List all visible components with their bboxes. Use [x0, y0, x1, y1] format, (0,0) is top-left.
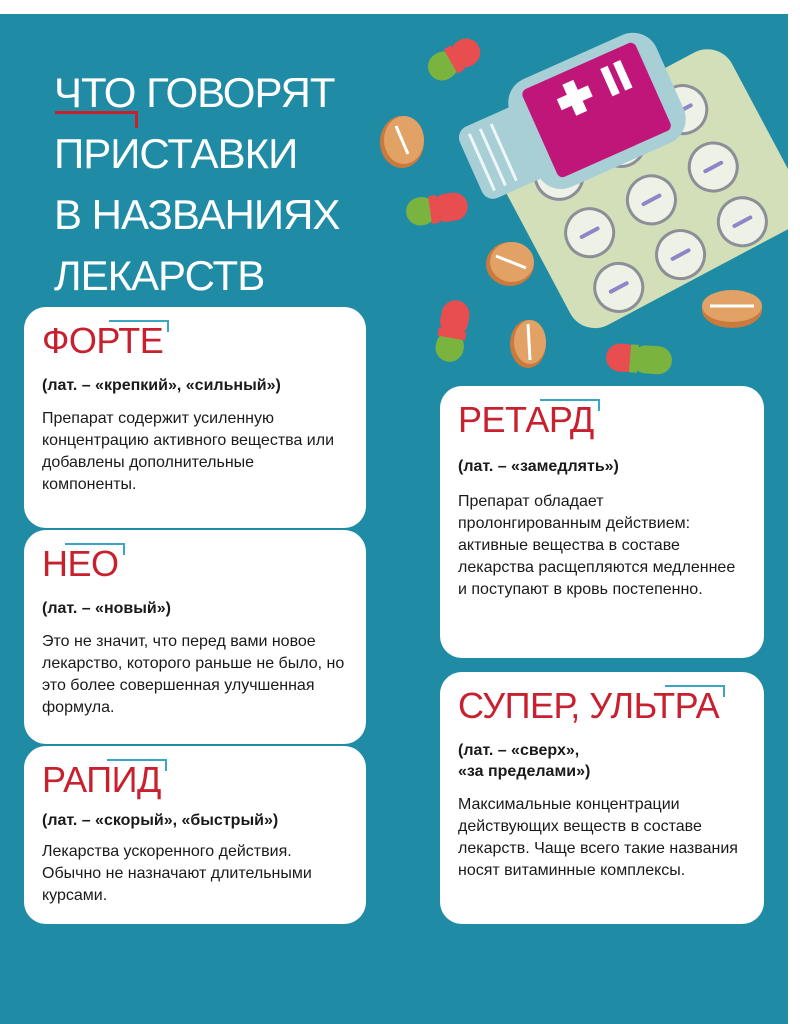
capsule-icon [605, 343, 673, 376]
latin-meaning: (лат. – «крепкий», «сильный») [42, 377, 281, 394]
title-accent-bracket [55, 111, 138, 128]
card-rapid [24, 746, 366, 924]
title-line-4: ЛЕКАРСТВ [54, 252, 265, 299]
heading-text: ФОРТЕ [42, 320, 164, 361]
card-heading [42, 758, 161, 802]
card-super-ultra [440, 672, 764, 924]
tablet-icon [486, 242, 534, 286]
card-heading [42, 542, 119, 586]
title-line-3: В НАЗВАНИЯХ [54, 191, 340, 238]
heading-text: РЕТАРД [458, 399, 594, 440]
tablet-icon [702, 290, 762, 328]
card-retard [440, 386, 764, 658]
capsule-icon [433, 298, 471, 364]
tablet-icon [510, 320, 546, 368]
card-heading [42, 319, 163, 363]
heading-accent-bracket [107, 759, 167, 771]
heading-text: СУПЕР, УЛЬТРА [458, 685, 720, 726]
latin-meaning: (лат. – «скорый», «быстрый») [42, 812, 279, 829]
card-description: Препарат обладает пролонгированным действием: активные вещества в составе лекарства расщепляются медленнее и поступают в кровь постепенно. [458, 493, 736, 598]
medicine-illustration [370, 14, 788, 394]
card-heading [458, 684, 719, 728]
tablet-icon [380, 116, 424, 168]
heading-accent-bracket [665, 685, 725, 697]
card-description: Лекарства ускоренного действия. Обычно не назначают длительными курсами. [42, 843, 312, 904]
card-description: Это не значит, что перед вами новое лекарство, которого раньше не было, но это более совершенная улучшенная формула. [42, 633, 345, 716]
heading-accent-bracket [65, 543, 125, 555]
card-description: Максимальные концентрации действующих веществ в составе лекарств. Чаще всего такие названия носят витаминные комплексы. [458, 796, 738, 879]
latin-meaning: (лат. – «сверх», «за пределами») [458, 742, 591, 780]
capsule-icon [404, 191, 469, 227]
card-neo [24, 530, 366, 744]
heading-text: НЕО [42, 543, 119, 584]
card-heading [458, 398, 594, 442]
heading-accent-bracket [109, 320, 169, 332]
infographic-panel [0, 14, 788, 1024]
page-title [54, 62, 384, 306]
heading-text: РАПИД [42, 759, 161, 800]
title-line-2: ПРИСТАВКИ [54, 130, 298, 177]
title-line-1: ЧТО ГОВОРЯТ [54, 69, 335, 116]
latin-meaning: (лат. – «новый») [42, 600, 171, 617]
latin-meaning: (лат. – «замедлять») [458, 458, 619, 475]
card-description: Препарат содержит усиленную концентрацию активного вещества или добавлены дополнительные компоненты. [42, 410, 335, 493]
card-forte [24, 307, 366, 528]
capsule-icon [423, 33, 485, 85]
heading-accent-bracket [540, 399, 600, 411]
